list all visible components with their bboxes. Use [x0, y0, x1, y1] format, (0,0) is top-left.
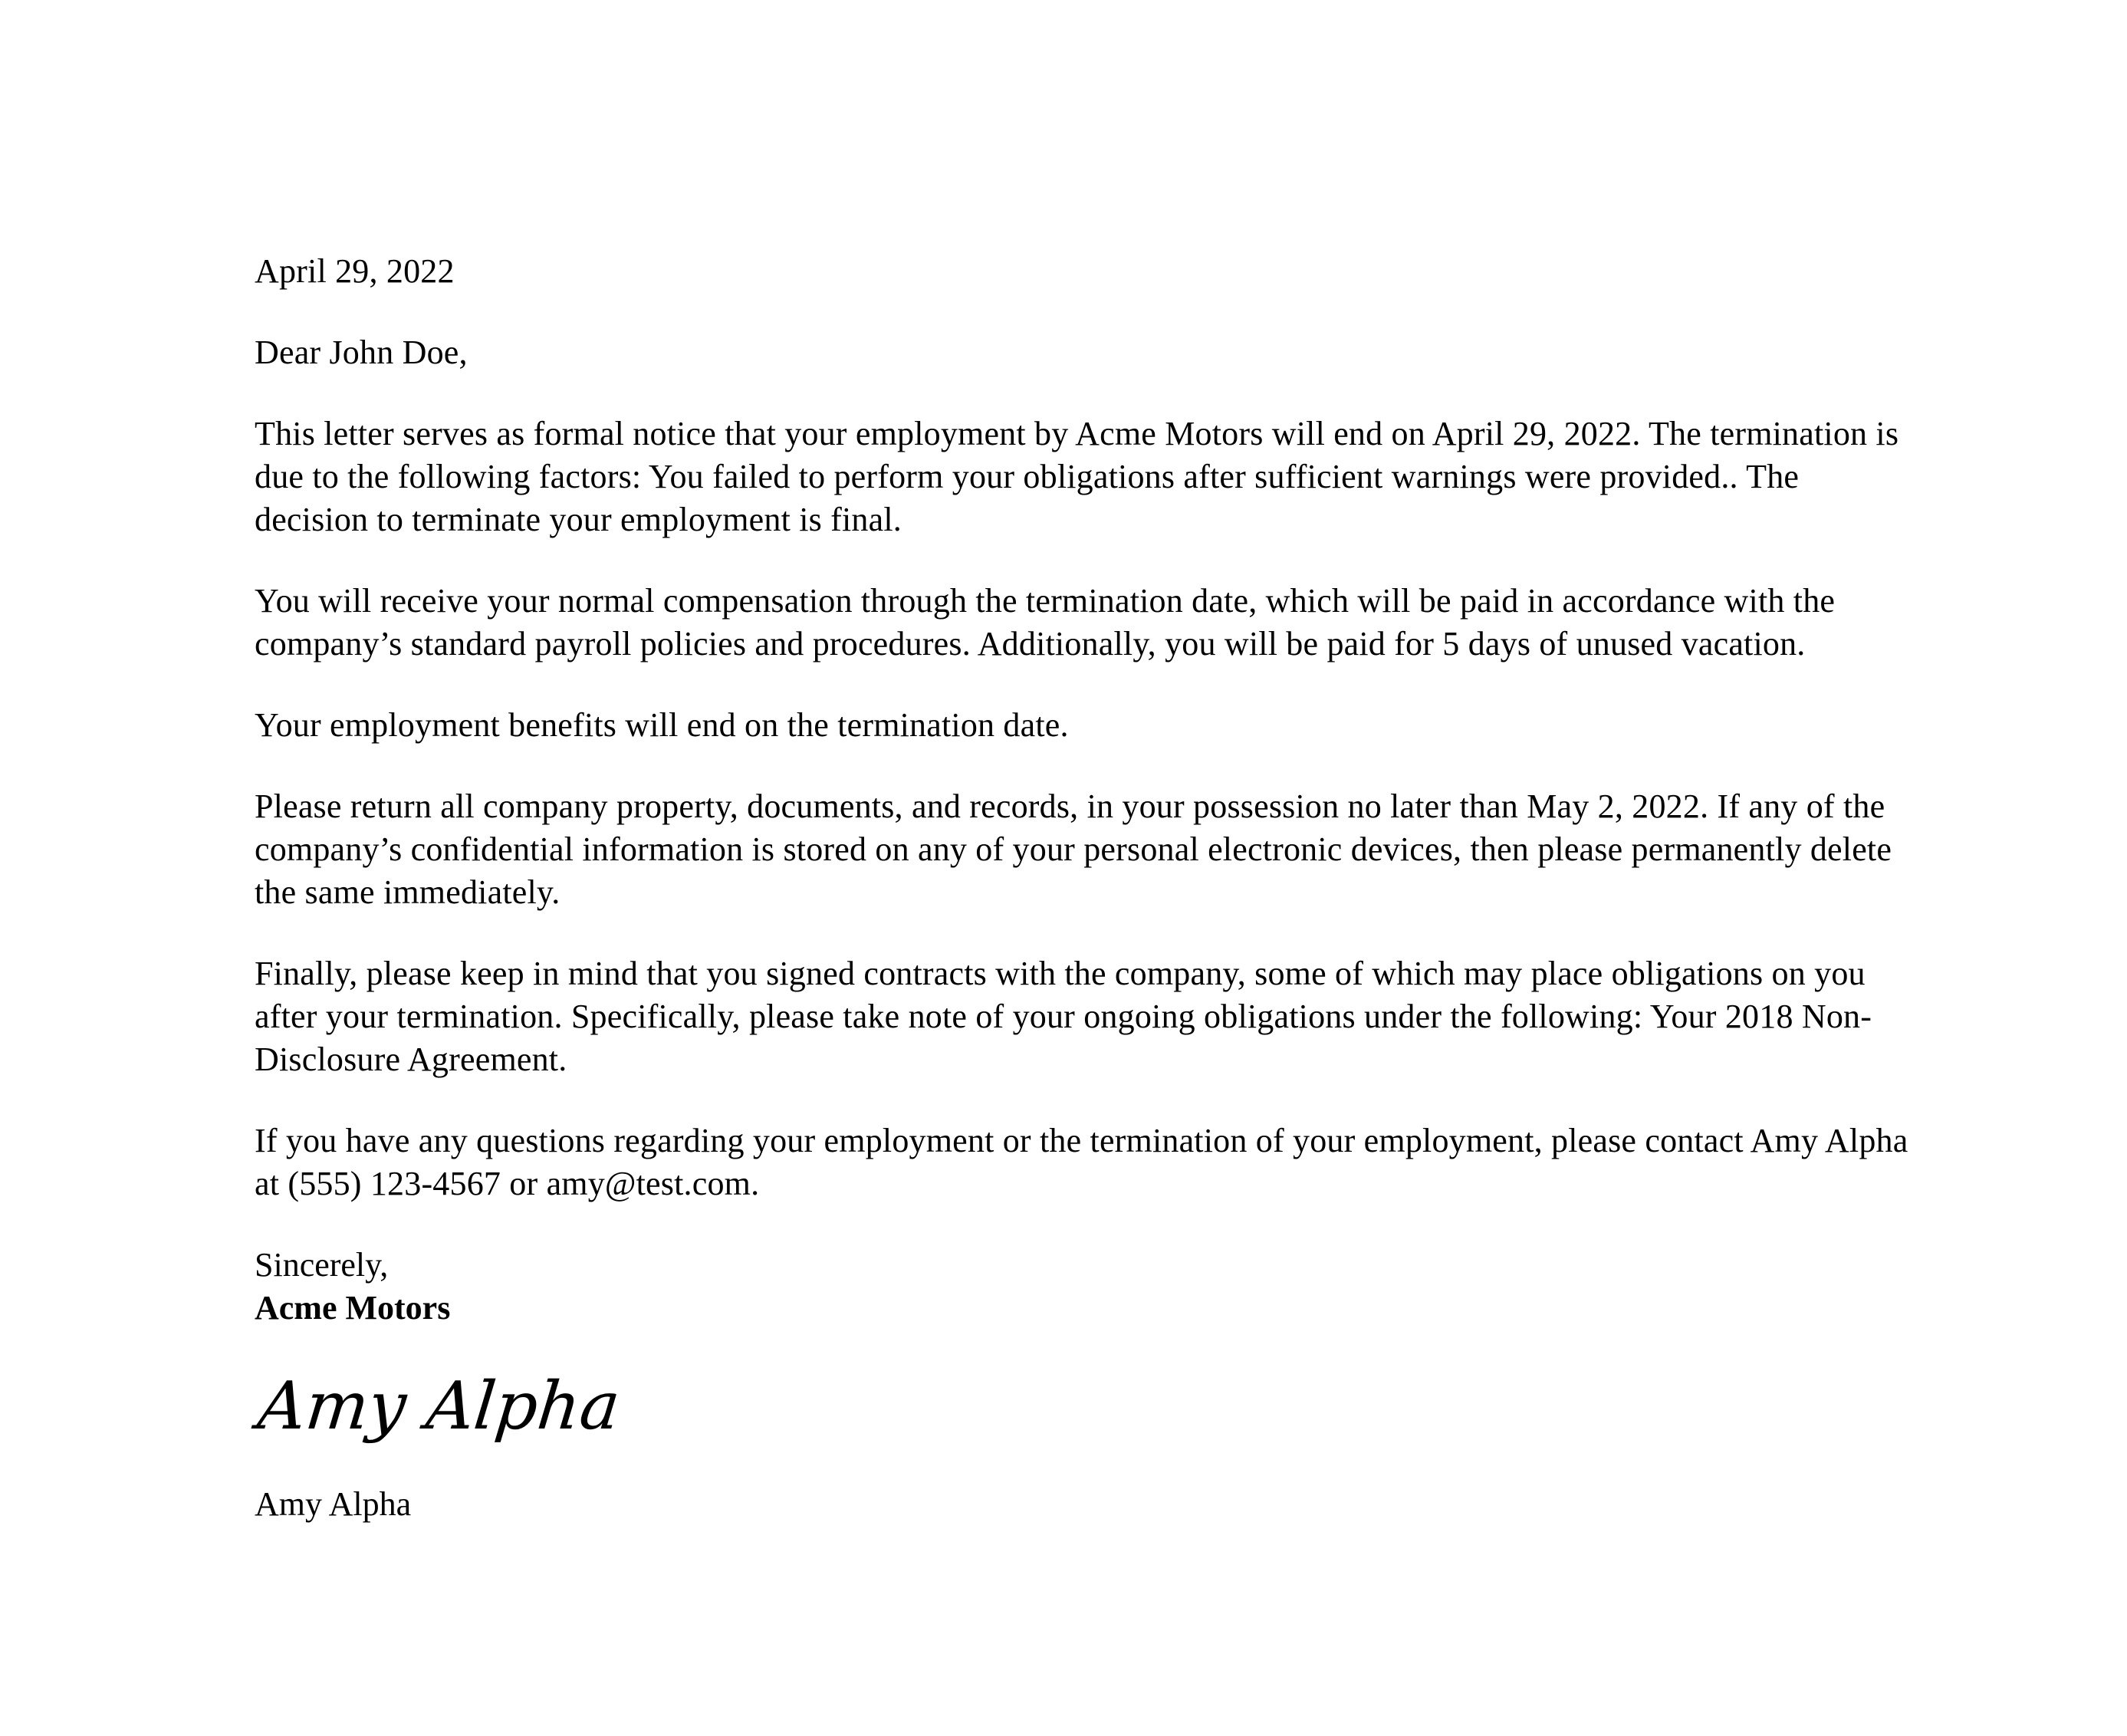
closing-block: [255, 1244, 1911, 1330]
company-name: Acme Motors: [255, 1289, 451, 1327]
body-paragraph-contact-info: If you have any questions regarding your employment or the termination of your employment, please contact Amy Alpha at (555) 123-4567 or amy@test.com.: [255, 1122, 1908, 1202]
body-paragraph-property-return: Please return all company property, documents, and records, in your possession no later than May 2, 2022. If any of the company’s confidential information is stored on any of your personal electronic devices, then please permanently delete the same immediately.: [255, 787, 1892, 911]
body-paragraph-contract-obligations: Finally, please keep in mind that you signed contracts with the company, some of which may place obligations on you after your termination. Specifically, please take note of your ongoing obligations under the following: Your 2018 Non-Disclosure Agreement.: [255, 955, 1872, 1078]
letter-date: April 29, 2022: [255, 252, 455, 290]
body-paragraph-benefits: Your employment benefits will end on the termination date.: [255, 706, 1069, 744]
salutation: Dear John Doe,: [255, 334, 468, 371]
letter-body: [255, 250, 1911, 1526]
closing-sincerely: Sincerely,: [255, 1246, 389, 1284]
signer-name: Amy Alpha: [255, 1485, 412, 1523]
body-paragraph-compensation: You will receive your normal compensation through the termination date, which will be paid in accordance with the company’s standard payroll policies and procedures. Additionally, you will be paid for 5 days of unused vacation.: [255, 582, 1836, 663]
handwritten-signature: Amy Alpha: [254, 1368, 624, 1445]
body-paragraph-termination-notice: This letter serves as formal notice that your employment by Acme Motors will end on April 29, 2022. The termination is due to the following factors: You failed to perform your obligations after sufficient warnings were provided.. The decision to terminate your employment is final.: [255, 415, 1899, 538]
